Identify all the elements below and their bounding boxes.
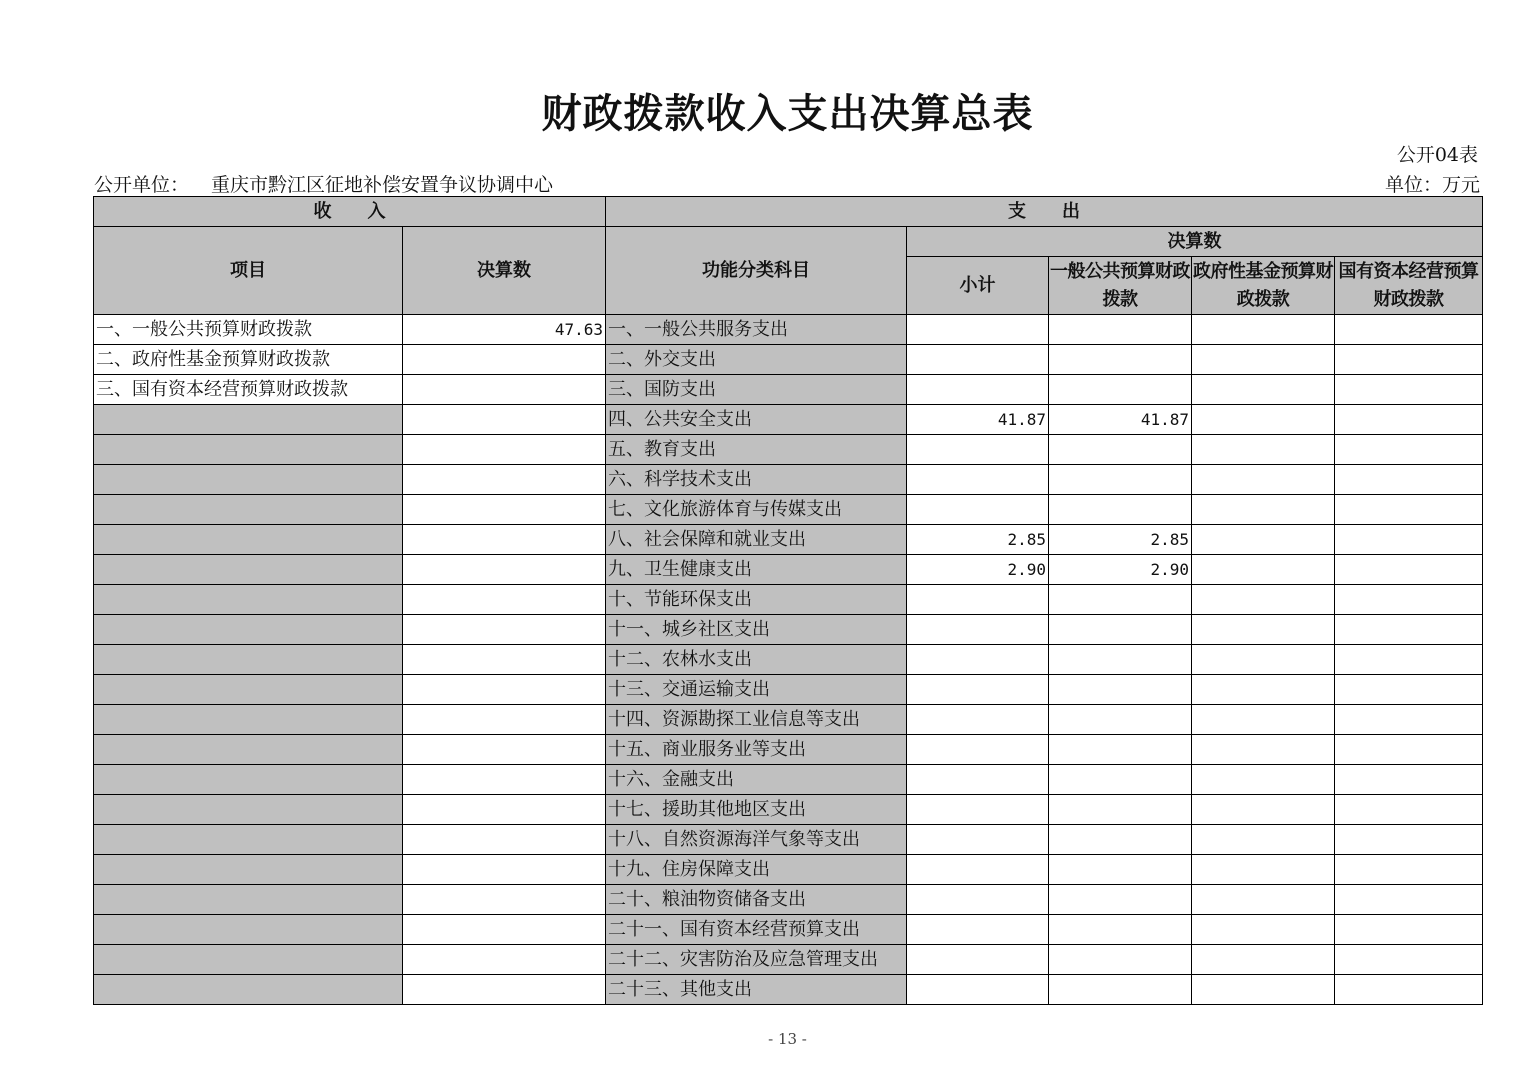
income-amount-cell: [403, 345, 606, 375]
fund-budget-cell: [1192, 735, 1335, 765]
general-budget-cell: [1049, 465, 1192, 495]
category-header: 功能分类科目: [606, 227, 907, 315]
general-budget-cell: [1049, 435, 1192, 465]
state-capital-cell: [1335, 765, 1483, 795]
general-budget-cell: [1049, 975, 1192, 1005]
general-budget-cell: [1049, 615, 1192, 645]
general-budget-cell: [1049, 825, 1192, 855]
table-row: [94, 915, 1483, 945]
subtotal-header: 小计: [907, 257, 1049, 315]
category-cell: 四、公共安全支出: [606, 405, 907, 435]
general-budget-cell: [1049, 945, 1192, 975]
income-amount-cell: [403, 795, 606, 825]
final-amount-header: 决算数: [907, 227, 1483, 257]
category-cell: 八、社会保障和就业支出: [606, 525, 907, 555]
fund-budget-cell: [1192, 825, 1335, 855]
general-budget-cell: [1049, 315, 1192, 345]
expense-header: 支 出: [606, 197, 1483, 227]
state-capital-header: 国有资本经营预算财政拨款: [1335, 257, 1483, 315]
fund-budget-cell: [1192, 765, 1335, 795]
income-item-cell: [94, 435, 403, 465]
state-capital-cell: [1335, 705, 1483, 735]
income-item-cell: [94, 705, 403, 735]
income-amount-cell: [403, 375, 606, 405]
general-budget-cell: [1049, 345, 1192, 375]
table-row: [94, 585, 1483, 615]
income-amount-cell: [403, 645, 606, 675]
subtotal-cell: 2.90: [907, 555, 1049, 585]
fund-budget-cell: [1192, 315, 1335, 345]
subtotal-cell: [907, 345, 1049, 375]
income-amount-cell: [403, 465, 606, 495]
category-cell: 六、科学技术支出: [606, 465, 907, 495]
income-item-cell: [94, 885, 403, 915]
table-row: [94, 765, 1483, 795]
state-capital-cell: [1335, 435, 1483, 465]
state-capital-cell: [1335, 675, 1483, 705]
income-amount-cell: 47.63: [403, 315, 606, 345]
general-budget-cell: [1049, 495, 1192, 525]
fund-budget-cell: [1192, 885, 1335, 915]
general-budget-header: 一般公共预算财政拨款: [1049, 257, 1192, 315]
table-row: [94, 525, 1483, 555]
income-item-cell: [94, 825, 403, 855]
subtotal-cell: [907, 675, 1049, 705]
category-cell: 十六、金融支出: [606, 765, 907, 795]
subtotal-cell: [907, 735, 1049, 765]
subtotal-cell: [907, 765, 1049, 795]
income-item-cell: [94, 855, 403, 885]
state-capital-cell: [1335, 315, 1483, 345]
income-item-cell: 二、政府性基金预算财政拨款: [94, 345, 403, 375]
state-capital-cell: [1335, 465, 1483, 495]
item-header: 项目: [94, 227, 403, 315]
general-budget-cell: [1049, 795, 1192, 825]
subtotal-cell: [907, 855, 1049, 885]
state-capital-cell: [1335, 885, 1483, 915]
state-capital-cell: [1335, 645, 1483, 675]
income-item-cell: [94, 975, 403, 1005]
subtotal-cell: [907, 885, 1049, 915]
category-cell: 二十二、灾害防治及应急管理支出: [606, 945, 907, 975]
fund-budget-cell: [1192, 495, 1335, 525]
income-item-cell: [94, 495, 403, 525]
table-row: [94, 615, 1483, 645]
subtotal-cell: [907, 615, 1049, 645]
income-item-cell: [94, 525, 403, 555]
general-budget-cell: [1049, 855, 1192, 885]
budget-table: [93, 196, 1483, 1005]
general-budget-cell: [1049, 375, 1192, 405]
table-row: [94, 975, 1483, 1005]
table-row: [94, 465, 1483, 495]
income-amount-cell: [403, 525, 606, 555]
subtotal-cell: [907, 375, 1049, 405]
general-budget-cell: [1049, 585, 1192, 615]
income-amount-cell: [403, 855, 606, 885]
fund-budget-cell: [1192, 915, 1335, 945]
fund-budget-cell: [1192, 615, 1335, 645]
income-amount-cell: [403, 585, 606, 615]
amount-header: 决算数: [403, 227, 606, 315]
state-capital-cell: [1335, 825, 1483, 855]
table-row: [94, 795, 1483, 825]
income-amount-cell: [403, 405, 606, 435]
state-capital-cell: [1335, 795, 1483, 825]
general-budget-cell: 2.90: [1049, 555, 1192, 585]
unit-info-row: [94, 170, 1480, 196]
income-item-cell: [94, 465, 403, 495]
state-capital-cell: [1335, 975, 1483, 1005]
currency-unit: 单位：万元: [1384, 174, 1480, 196]
category-cell: 十五、商业服务业等支出: [606, 735, 907, 765]
table-row: [94, 645, 1483, 675]
income-amount-cell: [403, 675, 606, 705]
income-amount-cell: [403, 735, 606, 765]
table-row: [94, 705, 1483, 735]
category-cell: 十九、住房保障支出: [606, 855, 907, 885]
general-budget-cell: [1049, 765, 1192, 795]
income-item-cell: [94, 405, 403, 435]
general-budget-cell: [1049, 915, 1192, 945]
subtotal-cell: 2.85: [907, 525, 1049, 555]
general-budget-cell: [1049, 705, 1192, 735]
table-row: [94, 945, 1483, 975]
category-cell: 十、节能环保支出: [606, 585, 907, 615]
page-number: - 13 -: [768, 1030, 807, 1048]
reporting-unit-name: 重庆市黔江区征地补偿安置争议协调中心: [211, 174, 554, 196]
state-capital-cell: [1335, 585, 1483, 615]
category-cell: 十八、自然资源海洋气象等支出: [606, 825, 907, 855]
table-row: [94, 405, 1483, 435]
form-number: 公开04表: [1396, 144, 1478, 166]
income-item-cell: [94, 645, 403, 675]
income-amount-cell: [403, 435, 606, 465]
subtotal-cell: [907, 435, 1049, 465]
fund-budget-header: 政府性基金预算财政拨款: [1192, 257, 1335, 315]
state-capital-cell: [1335, 555, 1483, 585]
state-capital-cell: [1335, 345, 1483, 375]
income-amount-cell: [403, 495, 606, 525]
subtotal-cell: 41.87: [907, 405, 1049, 435]
category-cell: 二十一、国有资本经营预算支出: [606, 915, 907, 945]
table-row: [94, 345, 1483, 375]
income-item-cell: 三、国有资本经营预算财政拨款: [94, 375, 403, 405]
income-item-cell: [94, 915, 403, 945]
subtotal-cell: [907, 915, 1049, 945]
income-item-cell: [94, 945, 403, 975]
table-row: [94, 435, 1483, 465]
income-amount-cell: [403, 885, 606, 915]
fund-budget-cell: [1192, 435, 1335, 465]
income-item-cell: [94, 765, 403, 795]
income-amount-cell: [403, 975, 606, 1005]
fund-budget-cell: [1192, 585, 1335, 615]
fund-budget-cell: [1192, 405, 1335, 435]
fund-budget-cell: [1192, 465, 1335, 495]
reporting-unit: [94, 170, 553, 197]
income-header: 收 入: [94, 197, 606, 227]
table-row: [94, 675, 1483, 705]
table-row: [94, 495, 1483, 525]
fund-budget-cell: [1192, 705, 1335, 735]
category-cell: 三、国防支出: [606, 375, 907, 405]
fund-budget-cell: [1192, 375, 1335, 405]
income-amount-cell: [403, 705, 606, 735]
subtotal-cell: [907, 315, 1049, 345]
income-amount-cell: [403, 555, 606, 585]
state-capital-cell: [1335, 735, 1483, 765]
state-capital-cell: [1335, 375, 1483, 405]
state-capital-cell: [1335, 855, 1483, 885]
income-amount-cell: [403, 915, 606, 945]
category-cell: 五、教育支出: [606, 435, 907, 465]
income-amount-cell: [403, 825, 606, 855]
income-item-cell: [94, 555, 403, 585]
table-row: [94, 555, 1483, 585]
table-row: [94, 855, 1483, 885]
subtotal-cell: [907, 975, 1049, 1005]
general-budget-cell: 41.87: [1049, 405, 1192, 435]
fund-budget-cell: [1192, 525, 1335, 555]
subtotal-cell: [907, 825, 1049, 855]
state-capital-cell: [1335, 615, 1483, 645]
table-row: [94, 375, 1483, 405]
table-row: [94, 885, 1483, 915]
category-cell: 十四、资源勘探工业信息等支出: [606, 705, 907, 735]
category-cell: 十一、城乡社区支出: [606, 615, 907, 645]
table-row: [94, 825, 1483, 855]
subtotal-cell: [907, 465, 1049, 495]
category-cell: 二十三、其他支出: [606, 975, 907, 1005]
subtotal-cell: [907, 585, 1049, 615]
state-capital-cell: [1335, 495, 1483, 525]
general-budget-cell: 2.85: [1049, 525, 1192, 555]
subtotal-cell: [907, 945, 1049, 975]
state-capital-cell: [1335, 915, 1483, 945]
table-row: [94, 735, 1483, 765]
fund-budget-cell: [1192, 555, 1335, 585]
fund-budget-cell: [1192, 975, 1335, 1005]
fund-budget-cell: [1192, 945, 1335, 975]
fund-budget-cell: [1192, 855, 1335, 885]
page-title: 财政拨款收入支出决算总表: [541, 90, 1034, 137]
category-cell: 二、外交支出: [606, 345, 907, 375]
income-item-cell: [94, 675, 403, 705]
fund-budget-cell: [1192, 675, 1335, 705]
category-cell: 七、文化旅游体育与传媒支出: [606, 495, 907, 525]
subtotal-cell: [907, 495, 1049, 525]
category-cell: 一、一般公共服务支出: [606, 315, 907, 345]
category-cell: 十二、农林水支出: [606, 645, 907, 675]
state-capital-cell: [1335, 525, 1483, 555]
income-item-cell: [94, 735, 403, 765]
fund-budget-cell: [1192, 345, 1335, 375]
fund-budget-cell: [1192, 795, 1335, 825]
state-capital-cell: [1335, 945, 1483, 975]
income-item-cell: [94, 585, 403, 615]
subtotal-cell: [907, 795, 1049, 825]
subtotal-cell: [907, 705, 1049, 735]
general-budget-cell: [1049, 735, 1192, 765]
income-item-cell: 一、一般公共预算财政拨款: [94, 315, 403, 345]
category-cell: 九、卫生健康支出: [606, 555, 907, 585]
subtotal-cell: [907, 645, 1049, 675]
category-cell: 十三、交通运输支出: [606, 675, 907, 705]
income-amount-cell: [403, 615, 606, 645]
state-capital-cell: [1335, 405, 1483, 435]
table-row: [94, 315, 1483, 345]
general-budget-cell: [1049, 885, 1192, 915]
general-budget-cell: [1049, 645, 1192, 675]
income-amount-cell: [403, 765, 606, 795]
income-amount-cell: [403, 945, 606, 975]
income-item-cell: [94, 615, 403, 645]
fund-budget-cell: [1192, 645, 1335, 675]
category-cell: 十七、援助其他地区支出: [606, 795, 907, 825]
reporting-unit-label: 公开单位：: [94, 174, 190, 196]
general-budget-cell: [1049, 675, 1192, 705]
category-cell: 二十、粮油物资储备支出: [606, 885, 907, 915]
income-item-cell: [94, 795, 403, 825]
